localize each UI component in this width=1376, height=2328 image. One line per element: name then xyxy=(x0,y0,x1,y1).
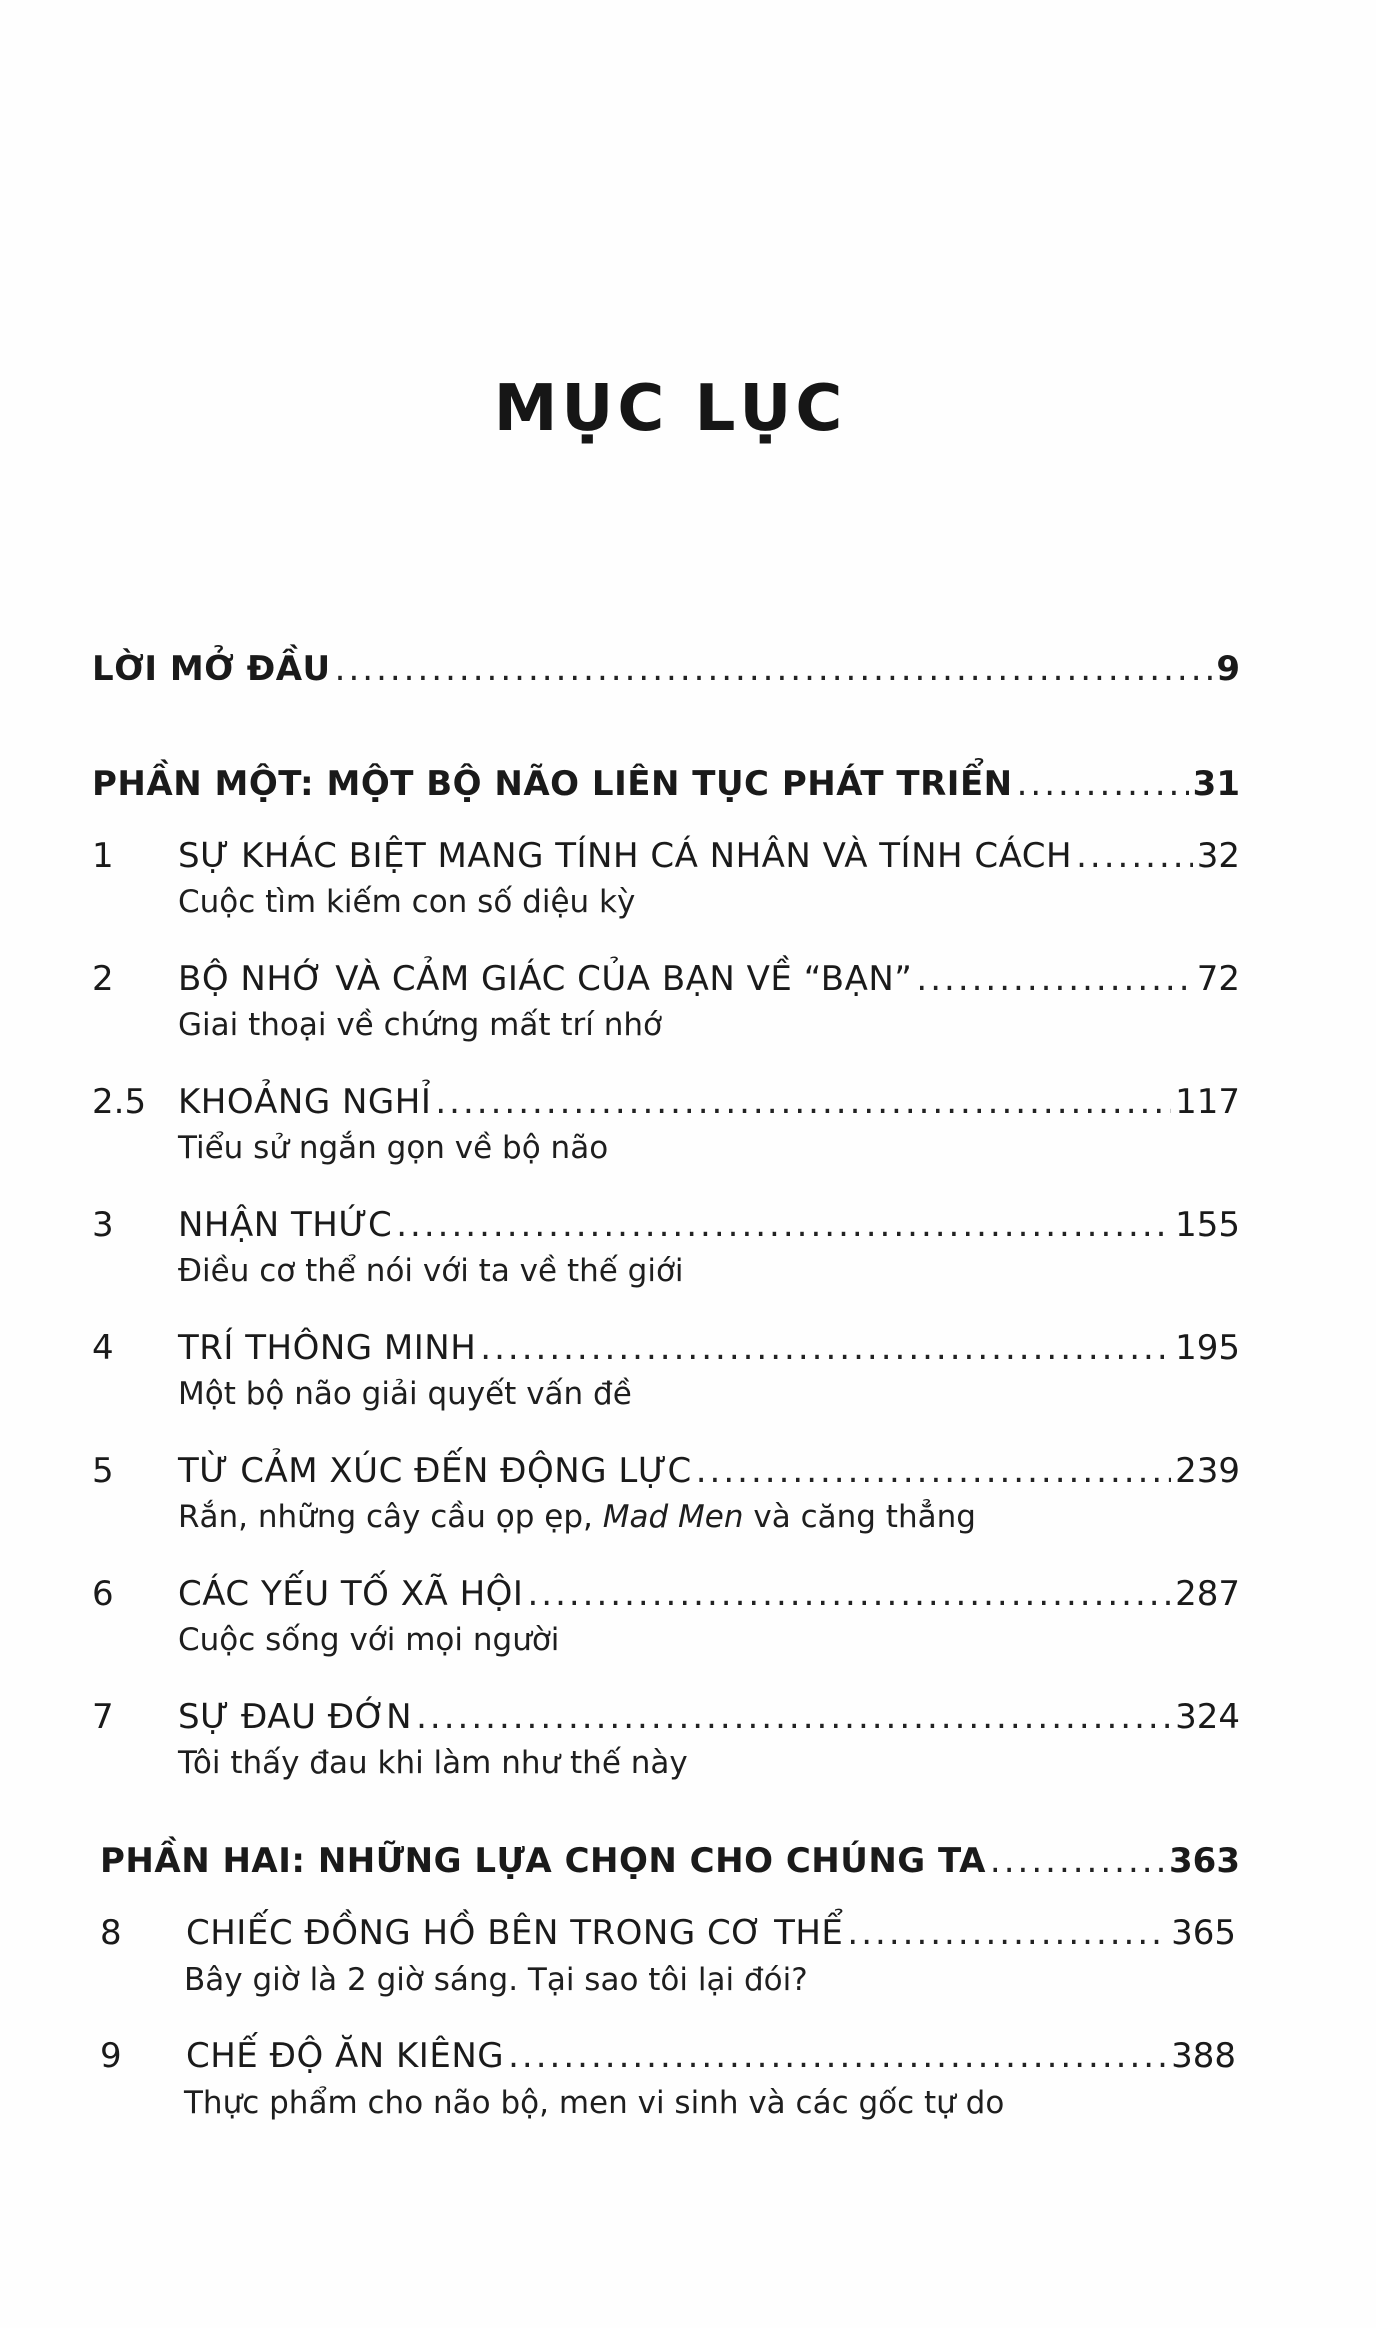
toc-page-number: 239 xyxy=(1175,1451,1240,1491)
toc-entry-chapter-3[interactable] xyxy=(92,1203,1240,1247)
toc-entry-chapter-6[interactable] xyxy=(92,1572,1240,1616)
chapter-title: KHOẢNG NGHỈ xyxy=(178,1082,432,1122)
chapter-subtitle: Một bộ não giải quyết vấn đề xyxy=(178,1376,632,1412)
toc-page-number: 324 xyxy=(1175,1697,1240,1737)
toc-entry-label: LỜI MỞ ĐẦU xyxy=(92,649,331,689)
toc-entry-chapter-1[interactable] xyxy=(92,834,1240,878)
subtitle-part: Rắn, những cây cầu ọp ẹp, xyxy=(178,1499,603,1535)
toc-page-number: 363 xyxy=(1169,1841,1240,1881)
chapter-number: 2.5 xyxy=(92,1082,147,1122)
page-title: MỤC LỤC xyxy=(493,372,847,446)
chapter-subtitle: Cuộc sống với mọi người xyxy=(178,1622,560,1658)
toc-page-number: 155 xyxy=(1175,1205,1240,1245)
toc-entry-chapter-9[interactable] xyxy=(100,2034,1236,2078)
toc-page-number: 32 xyxy=(1196,836,1240,876)
toc-entry-intro[interactable] xyxy=(92,647,1240,691)
toc-page-number: 365 xyxy=(1171,1913,1236,1953)
chapter-subtitle xyxy=(178,1497,976,1537)
toc-page-number: 388 xyxy=(1171,2036,1236,2076)
toc-entry-label: PHẦN MỘT: MỘT BỘ NÃO LIÊN TỤC PHÁT TRIỂN xyxy=(92,764,1013,804)
chapter-title: SỰ ĐAU ĐỚN xyxy=(178,1697,413,1737)
chapter-number: 9 xyxy=(100,2036,122,2076)
toc-entry-chapter-4[interactable] xyxy=(92,1326,1240,1370)
toc-entry-chapter-8[interactable] xyxy=(100,1911,1236,1955)
chapter-number: 8 xyxy=(100,1913,122,1953)
toc-page-number: 195 xyxy=(1175,1328,1240,1368)
chapter-subtitle: Tiểu sử ngắn gọn về bộ não xyxy=(178,1130,609,1166)
chapter-number: 7 xyxy=(92,1697,114,1737)
chapter-subtitle: Bây giờ là 2 giờ sáng. Tại sao tôi lại đói? xyxy=(184,1962,808,1998)
dot-leader xyxy=(396,1203,1171,1247)
chapter-number: 5 xyxy=(92,1451,114,1491)
chapter-title: CÁC YẾU TỐ XÃ HỘI xyxy=(178,1574,524,1614)
chapter-title: BỘ NHỚ VÀ CẢM GIÁC CỦA BẠN VỀ “BẠN” xyxy=(178,959,913,999)
toc-entry-part-2[interactable] xyxy=(100,1839,1240,1883)
chapter-number: 2 xyxy=(92,959,114,999)
chapter-number: 4 xyxy=(92,1328,114,1368)
subtitle-italic-title: Mad Men xyxy=(602,1499,744,1535)
chapter-title: TỪ CẢM XÚC ĐẾN ĐỘNG LỰC xyxy=(178,1451,692,1491)
dot-leader xyxy=(916,957,1192,1001)
toc-page-number: 72 xyxy=(1196,959,1240,999)
dot-leader xyxy=(990,1839,1165,1883)
toc-entry-label: PHẦN HAI: NHỮNG LỰA CHỌN CHO CHÚNG TA xyxy=(100,1841,986,1881)
chapter-number: 1 xyxy=(92,836,114,876)
dot-leader xyxy=(508,2034,1167,2078)
toc-entry-chapter-7[interactable] xyxy=(92,1695,1240,1739)
dot-leader xyxy=(1076,834,1193,878)
chapter-number: 6 xyxy=(92,1574,114,1614)
toc-entry-chapter-5[interactable] xyxy=(92,1449,1240,1493)
toc-entry-chapter-2-5[interactable] xyxy=(92,1080,1240,1124)
toc-page-number: 31 xyxy=(1192,764,1240,804)
dot-leader xyxy=(335,647,1213,691)
chapter-title: CHIẾC ĐỒNG HỒ BÊN TRONG CƠ THỂ xyxy=(186,1913,844,1953)
chapter-title: SỰ KHÁC BIỆT MANG TÍNH CÁ NHÂN VÀ TÍNH CÁCH xyxy=(178,836,1073,876)
chapter-subtitle: Cuộc tìm kiếm con số diệu kỳ xyxy=(178,884,636,920)
dot-leader xyxy=(696,1449,1171,1493)
chapter-subtitle: Điều cơ thể nói với ta về thế giới xyxy=(178,1253,684,1289)
chapter-subtitle: Thực phẩm cho não bộ, men vi sinh và các gốc tự do xyxy=(184,2085,1005,2121)
chapter-title: TRÍ THÔNG MINH xyxy=(178,1328,477,1368)
toc-page-number: 287 xyxy=(1175,1574,1240,1614)
chapter-title: CHẾ ĐỘ ĂN KIÊNG xyxy=(186,2036,505,2076)
dot-leader xyxy=(1017,762,1189,806)
dot-leader xyxy=(480,1326,1171,1370)
subtitle-part: và căng thẳng xyxy=(743,1499,976,1535)
toc-entry-chapter-2[interactable] xyxy=(92,957,1240,1001)
toc-page-number: 117 xyxy=(1175,1082,1240,1122)
dot-leader xyxy=(847,1911,1167,1955)
dot-leader xyxy=(435,1080,1171,1124)
toc-entry-part-1[interactable] xyxy=(92,762,1240,806)
chapter-title: NHẬN THỨC xyxy=(178,1205,393,1245)
dot-leader xyxy=(527,1572,1171,1616)
chapter-subtitle: Giai thoại về chứng mất trí nhớ xyxy=(178,1007,662,1043)
chapter-number: 3 xyxy=(92,1205,114,1245)
chapter-subtitle: Tôi thấy đau khi làm như thế này xyxy=(178,1745,688,1781)
toc-page-number: 9 xyxy=(1216,649,1240,689)
dot-leader xyxy=(416,1695,1171,1739)
